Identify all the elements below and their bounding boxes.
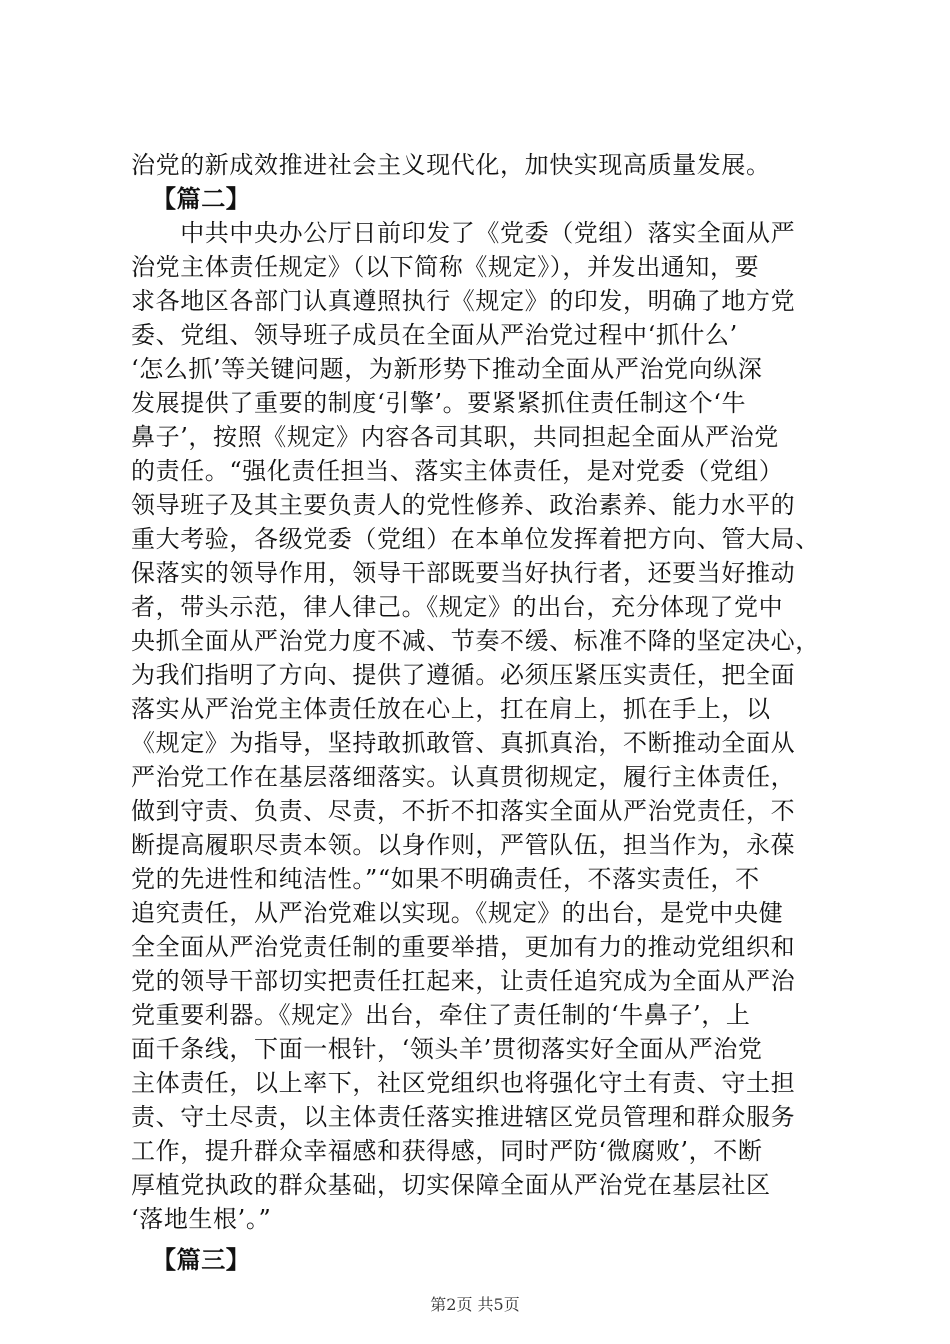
page-number-footer: 第2页 共5页 [430,1295,520,1314]
text-line: 治党的新成效推进社会主义现代化，加快实现高质量发展。 [131,151,771,179]
text-line: 追究责任，从严治党难以实现。《规定》的出台，是党中央健 [131,899,784,927]
text-line: 的责任。“强化责任担当、落实主体责任，是对党委（党组） [131,457,784,485]
text-line: 求各地区各部门认真遵照执行《规定》的印发，明确了地方党 [131,287,796,315]
text-line: 发展提供了重要的制度‘引擎’。要紧紧抓住责任制这个‘牛 [131,389,747,417]
text-line: 党的领导干部切实把责任扛起来，让责任追究成为全面从严治 [131,967,796,995]
text-line: 工作，提升群众幸福感和获得感，同时严防‘微腐败’，不断 [131,1137,763,1165]
text-line: 委、党组、领导班子成员在全面从严治党过程中‘抓什么’ [131,321,738,349]
text-line: 领导班子及其主要负责人的党性修养、政治素养、能力水平的 [131,491,796,519]
text-line: 责、守土尽责，以主体责任落实推进辖区党员管理和群众服务 [131,1103,796,1131]
text-line: 厚植党执政的群众基础，切实保障全面从严治党在基层社区 [131,1171,771,1199]
text-line: 党的先进性和纯洁性。”“如果不明确责任，不落实责任，不 [131,865,760,893]
text-line: 面千条线，下面一根针，‘领头羊’贯彻落实好全面从严治党 [131,1035,763,1063]
text-line: 严治党工作在基层落细落实。认真贯彻规定，履行主体责任， [131,763,796,791]
text-line: 党重要利器。《规定》出台，牵住了责任制的‘牛鼻子’，上 [131,1001,751,1029]
text-line: ‘怎么抓’等关键问题，为新形势下推动全面从严治党向纵深 [131,355,763,383]
text-line: 保落实的领导作用，领导干部既要当好执行者，还要当好推动 [131,559,796,587]
text-line: 做到守责、负责、尽责，不折不扣落实全面从严治党责任，不 [131,797,796,825]
text-line: 落实从严治党主体责任放在心上，扛在肩上，抓在手上，以 [131,695,771,723]
text-line: 为我们指明了方向、提供了遵循。必须压紧压实责任，把全面 [131,661,796,689]
text-line: 中共中央办公厅日前印发了《党委（党组）落实全面从严 [131,219,796,247]
text-line: 央抓全面从严治党力度不减、节奏不缓、标准不降的坚定决心， [131,627,820,655]
text-line: 治党主体责任规定》（以下简称《规定》），并发出通知，要 [131,253,760,281]
section-heading: 【篇二】 [152,184,251,213]
text-line: 鼻子’，按照《规定》内容各司其职，共同担起全面从严治党 [131,423,779,451]
text-line: 者，带头示范，律人律己。《规定》的出台，充分体现了党中 [131,593,784,621]
text-line: 全全面从严治党责任制的重要举措，更加有力的推动党组织和 [131,933,796,961]
text-line: 断提高履职尽责本领。以身作则，严管队伍，担当作为，永葆 [131,831,796,859]
text-line: 主体责任，以上率下，社区党组织也将强化守土有责、守土担 [131,1069,796,1097]
text-line: 重大考验，各级党委（党组）在本单位发挥着把方向、管大局、 [131,525,820,553]
text-line: ‘落地生根’。” [131,1205,272,1233]
text-line: 《规定》为指导，坚持敢抓敢管、真抓真治，不断推动全面从 [131,729,796,757]
section-heading: 【篇三】 [152,1245,251,1274]
